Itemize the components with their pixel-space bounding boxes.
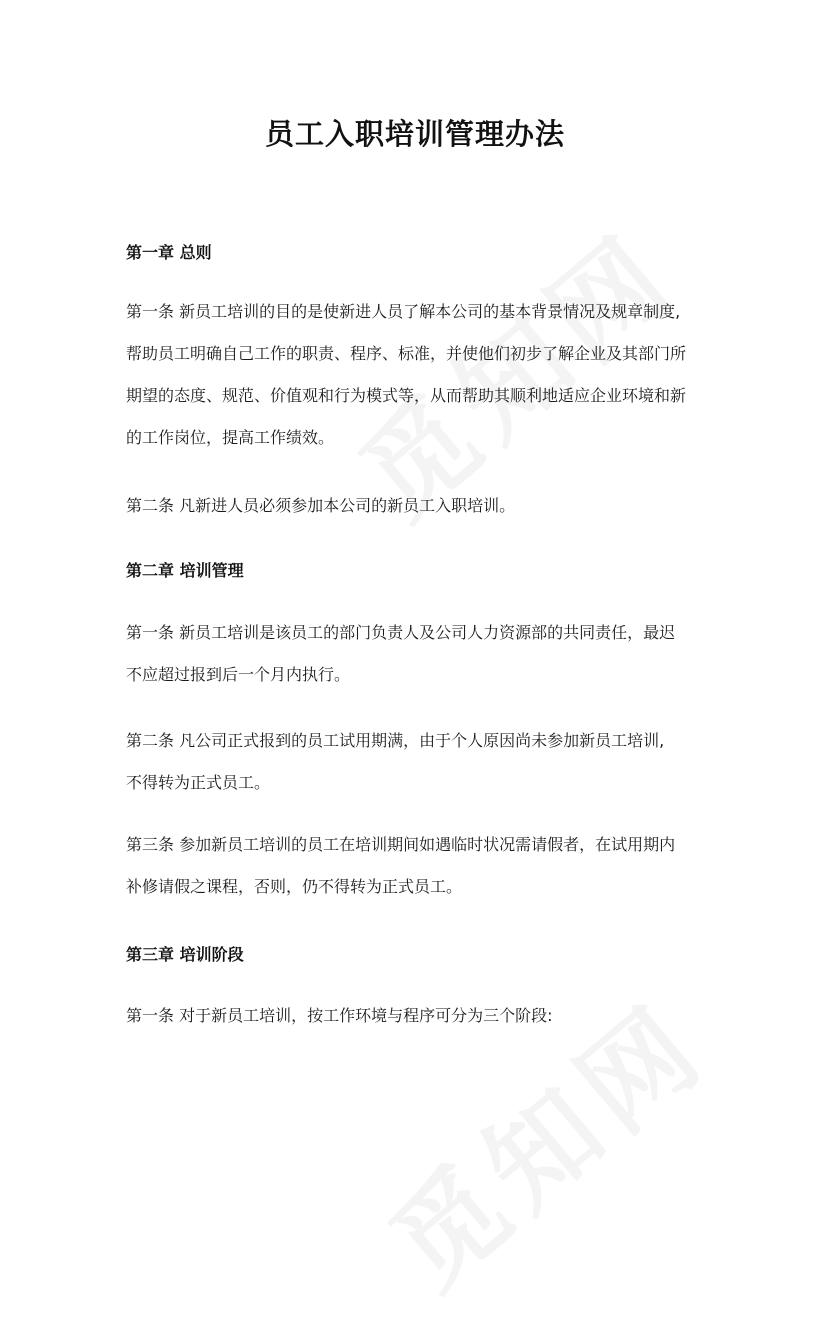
chapter-heading: 第三章 培训阶段	[126, 945, 244, 964]
paragraph-line: 补修请假之课程，否则，仍不得转为正式员工。	[126, 877, 463, 896]
paragraph-line: 第二条 凡公司正式报到的员工试用期满，由于个人原因尚未参加新员工培训,	[126, 731, 665, 750]
paragraph-line: 第一条 新员工培训的目的是使新进人员了解本公司的基本背景情况及规章制度,	[126, 302, 681, 321]
article-paragraph	[126, 291, 716, 459]
paragraph-line: 的工作岗位，提高工作绩效。	[126, 428, 335, 447]
paragraph-line: 不得转为正式员工。	[126, 773, 271, 792]
paragraph-line: 第一条 对于新员工培训，按工作环境与程序可分为三个阶段:	[126, 1006, 553, 1025]
article-paragraph	[126, 824, 716, 908]
article-paragraph	[126, 995, 716, 1037]
paragraph-line: 第三条 参加新员工培训的员工在培训期间如遇临时状况需请假者，在试用期内	[126, 835, 676, 854]
article-paragraph	[126, 485, 716, 527]
article-paragraph	[126, 720, 716, 804]
paragraph-line: 第一条 新员工培训是该员工的部门负责人及公司人力资源部的共同责任，最迟	[126, 623, 676, 642]
article-paragraph	[126, 612, 716, 696]
paragraph-line: 帮助员工明确自己工作的职责、程序、标准，并使他们初步了解企业及其部门所	[126, 344, 687, 363]
chapter-heading: 第一章 总则	[126, 243, 212, 262]
paragraph-line: 不应超过报到后一个月内执行。	[126, 665, 351, 684]
paragraph-line: 期望的态度、规范、价值观和行为模式等，从而帮助其顺利地适应企业环境和新	[126, 386, 687, 405]
paragraph-line: 第二条 凡新进人员必须参加本公司的新员工入职培训。	[126, 496, 516, 515]
document-title: 员工入职培训管理办法	[264, 117, 565, 151]
chapter-heading: 第二章 培训管理	[126, 561, 244, 580]
